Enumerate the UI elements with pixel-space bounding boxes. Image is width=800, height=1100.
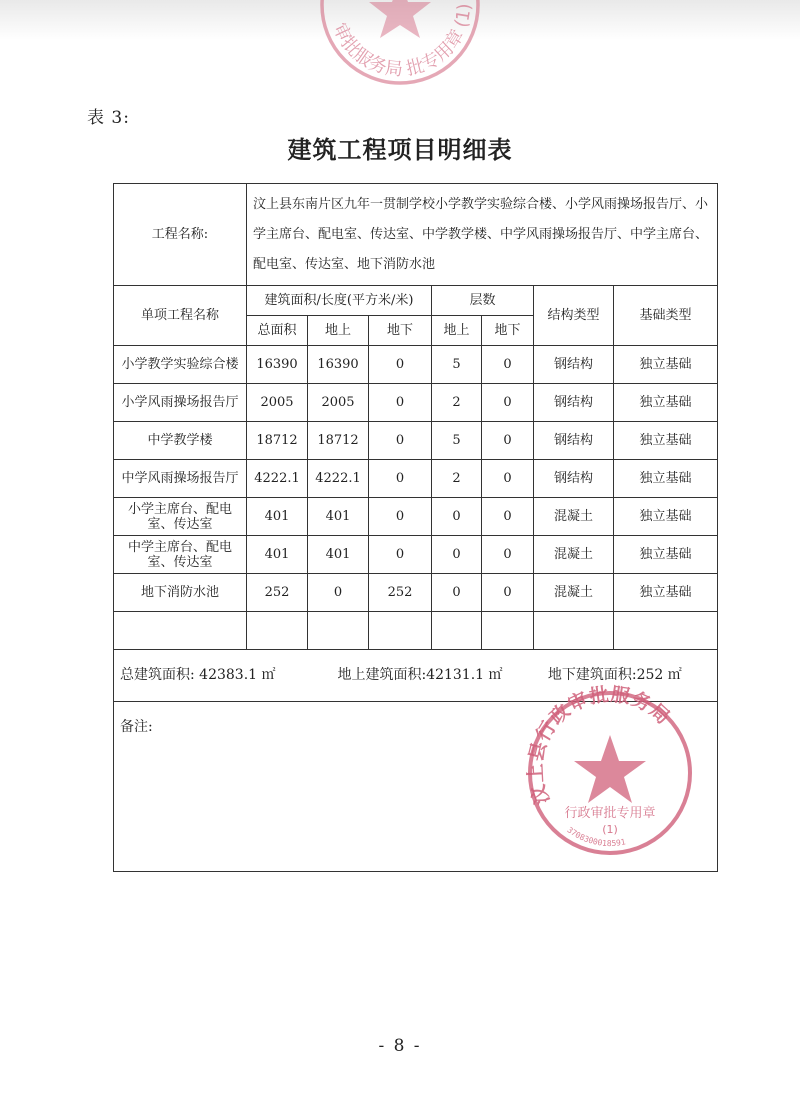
cell-item-name: 中学主席台、配电室、传达室: [114, 536, 247, 574]
top-seal-text: 审批服务局 批专用章 (1): [328, 3, 476, 81]
cell-total-area: 252: [247, 574, 308, 612]
cell-total-area: 401: [247, 498, 308, 536]
cell-above-area: 401: [308, 498, 369, 536]
cell-total-area: 16390: [247, 346, 308, 384]
cell-below-area: 0: [369, 460, 432, 498]
cell-structure: 混凝土: [534, 574, 614, 612]
col-structure: 结构类型: [534, 286, 614, 346]
table-row-empty: [114, 612, 718, 650]
table-row: [114, 574, 718, 612]
page-number: - 8 -: [378, 1036, 422, 1056]
cell-floors-above: 2: [432, 460, 482, 498]
cell-total-area: 2005: [247, 384, 308, 422]
cell-below-area: 0: [369, 498, 432, 536]
col-area-group: 建筑面积/长度(平方米/米): [247, 286, 432, 316]
table-row: [114, 536, 718, 574]
col-foundation: 基础类型: [614, 286, 718, 346]
cell-structure: 混凝土: [534, 536, 614, 574]
cell-above-area: 401: [308, 536, 369, 574]
cell-below-area: 0: [369, 422, 432, 460]
cell-total-area: [247, 612, 308, 650]
cell-floors-below: 0: [482, 536, 534, 574]
cell-below-area: [369, 612, 432, 650]
cell-below-area: 252: [369, 574, 432, 612]
seal-number-text: (1): [602, 823, 618, 836]
cell-item-name: 小学教学实验综合楼: [114, 346, 247, 384]
project-name-label: 工程名称:: [114, 184, 247, 286]
seal-type-text: 行政审批专用章: [564, 806, 656, 821]
cell-item-name: 中学教学楼: [114, 422, 247, 460]
table-row: [114, 460, 718, 498]
cell-above-area: 2005: [308, 384, 369, 422]
cell-structure: 混凝土: [534, 498, 614, 536]
cell-floors-above: 0: [432, 574, 482, 612]
cell-floors-above: [432, 612, 482, 650]
cell-floors-below: 0: [482, 460, 534, 498]
cell-foundation: 独立基础: [614, 346, 718, 384]
cell-above-area: 0: [308, 574, 369, 612]
cell-below-area: 0: [369, 536, 432, 574]
cell-foundation: [614, 612, 718, 650]
cell-above-area: 16390: [308, 346, 369, 384]
official-seal-stamp: [520, 683, 700, 863]
cell-foundation: 独立基础: [614, 422, 718, 460]
cell-foundation: 独立基础: [614, 460, 718, 498]
total-area-summary: 总建筑面积: 42383.1 ㎡: [120, 667, 276, 683]
cell-foundation: 独立基础: [614, 384, 718, 422]
cell-floors-below: 0: [482, 422, 534, 460]
seal-code-text: 3708300018591: [565, 825, 627, 849]
top-seal-stamp: [300, 0, 500, 100]
cell-floors-above: 2: [432, 384, 482, 422]
cell-structure: 钢结构: [534, 422, 614, 460]
cell-structure: 钢结构: [534, 460, 614, 498]
col-floors-above: 地上: [432, 316, 482, 346]
header-row-1: [114, 286, 718, 316]
project-name-row: [114, 184, 718, 286]
seal-org-text: 汶上县行政审批服务局: [524, 683, 675, 808]
cell-floors-below: 0: [482, 498, 534, 536]
cell-item-name: 小学主席台、配电室、传达室: [114, 498, 247, 536]
cell-floors-below: 0: [482, 574, 534, 612]
cell-structure: 钢结构: [534, 384, 614, 422]
cell-total-area: 401: [247, 536, 308, 574]
cell-item-name: 小学风雨操场报告厅: [114, 384, 247, 422]
cell-floors-below: 0: [482, 346, 534, 384]
cell-total-area: 4222.1: [247, 460, 308, 498]
cell-floors-above: 5: [432, 346, 482, 384]
remarks-label: 备注:: [120, 719, 153, 735]
table-row: [114, 498, 718, 536]
cell-foundation: 独立基础: [614, 498, 718, 536]
cell-floors-above: 0: [432, 536, 482, 574]
project-name-value: 汶上县东南片区九年一贯制学校小学教学实验综合楼、小学风雨操场报告厅、小学主席台、配电室、传达室、中学教学楼、中学风雨操场报告厅、中学主席台、配电室、传达室、地下消防水池: [247, 184, 718, 286]
cell-above-area: 4222.1: [308, 460, 369, 498]
col-floors-below: 地下: [482, 316, 534, 346]
cell-total-area: 18712: [247, 422, 308, 460]
col-below-area: 地下: [369, 316, 432, 346]
table-label: 表 3:: [87, 108, 130, 128]
table-row: [114, 346, 718, 384]
cell-item-name: [114, 612, 247, 650]
table-row: [114, 384, 718, 422]
cell-floors-below: 0: [482, 384, 534, 422]
table-row: [114, 422, 718, 460]
cell-below-area: 0: [369, 346, 432, 384]
above-area-summary: 地上建筑面积:42131.1 ㎡: [337, 667, 503, 683]
cell-item-name: 地下消防水池: [114, 574, 247, 612]
cell-structure: 钢结构: [534, 346, 614, 384]
document-title: 建筑工程项目明细表: [287, 136, 513, 164]
cell-floors-above: 5: [432, 422, 482, 460]
cell-above-area: 18712: [308, 422, 369, 460]
cell-foundation: 独立基础: [614, 536, 718, 574]
col-floors-group: 层数: [432, 286, 534, 316]
cell-structure: [534, 612, 614, 650]
col-total-area: 总面积: [247, 316, 308, 346]
below-area-summary: 地下建筑面积:252 ㎡: [547, 667, 682, 683]
cell-item-name: 中学风雨操场报告厅: [114, 460, 247, 498]
col-item-name: 单项工程名称: [114, 286, 247, 346]
cell-foundation: 独立基础: [614, 574, 718, 612]
cell-below-area: 0: [369, 384, 432, 422]
col-above-area: 地上: [308, 316, 369, 346]
cell-above-area: [308, 612, 369, 650]
cell-floors-above: 0: [432, 498, 482, 536]
cell-floors-below: [482, 612, 534, 650]
